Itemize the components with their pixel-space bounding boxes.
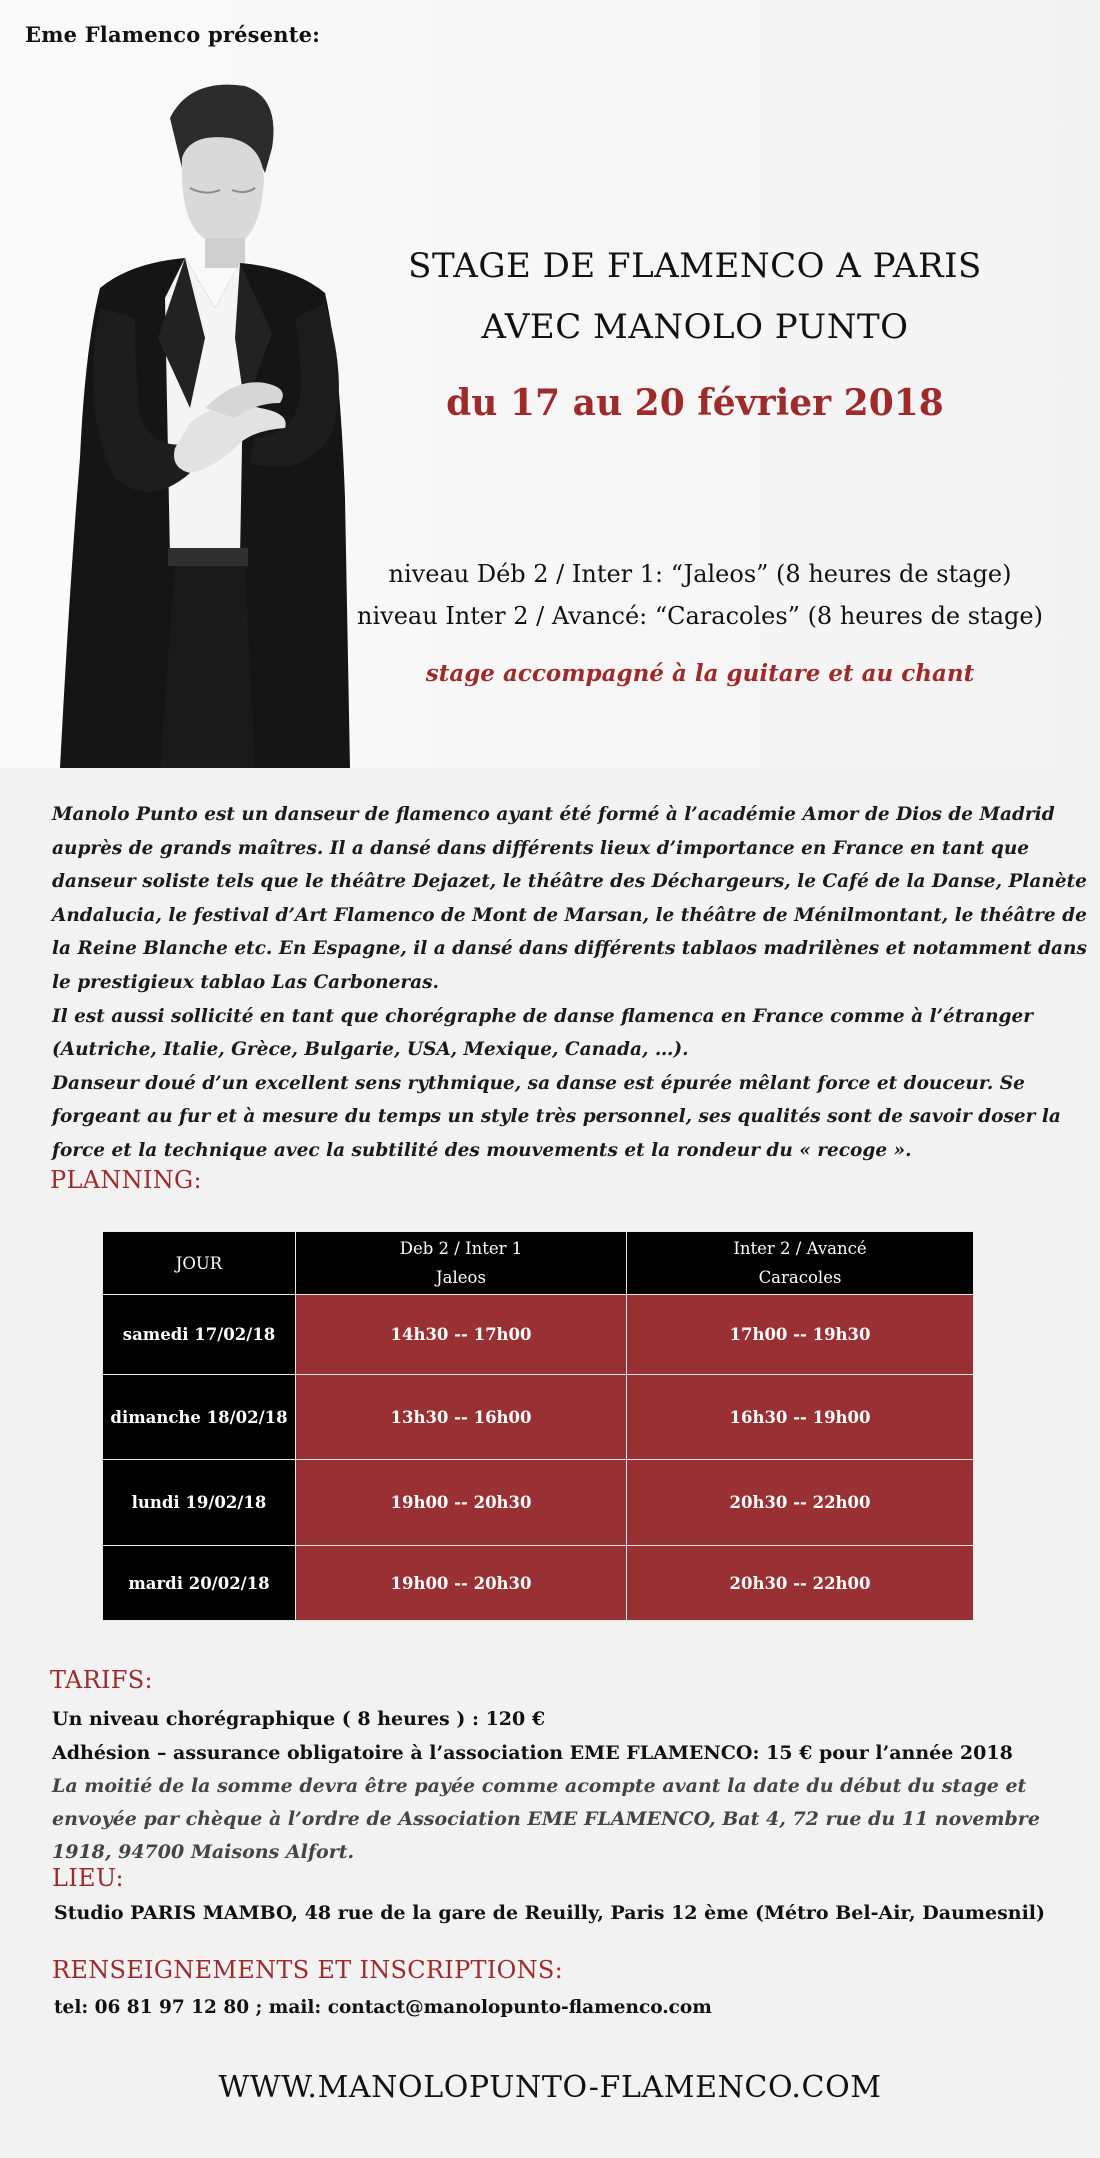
table-row [103, 1295, 974, 1375]
day-cell: samedi 17/02/18 [103, 1295, 296, 1375]
table-header-row [103, 1232, 974, 1295]
header-col1-level: Deb 2 / Inter 1 [399, 1239, 523, 1258]
website-link[interactable]: WWW.MANOLOPUNTO-FLAMENCO.COM [218, 2070, 882, 2105]
slot-cell: 20h30 -- 22h00 [627, 1546, 974, 1621]
day-cell: lundi 19/02/18 [103, 1460, 296, 1546]
bio-paragraph-1: Manolo Punto est un danseur de flamenco ayant été formé à l’académie Amor de Dios de Madrid auprès de grands maîtres. Il a dansé dans différents lieux d’importance en France en tant que danseur soliste tels que le théâtre Dejazet, le théâtre des Déchargeurs, le Café de la Danse, Planète Andalucia, le festival d’Art Flamenco de Mont de Marsan, le théâtre de Ménilmontant, le théâtre de la Reine Blanche etc. En Espagne, il a dansé dans différents tablaos madrilènes et notamment dans le prestigieux tablao Las Carboneras. [52, 804, 1087, 993]
tarif-note: La moitié de la somme devra être payée comme acompte avant la date du début du stage et envoyée par chèque à l’ordre de Association EME FLAMENCO, Bat 4, 72 rue du 11 novembre 1918, 94700 Maisons Alfort. [52, 1775, 1040, 1863]
header-col2 [627, 1232, 974, 1295]
table-row [103, 1460, 974, 1546]
header-col1 [296, 1232, 627, 1295]
lieu-heading: LIEU: [52, 1864, 124, 1892]
day-cell: dimanche 18/02/18 [103, 1375, 296, 1460]
slot-cell: 19h00 -- 20h30 [296, 1460, 627, 1546]
header-day [103, 1232, 296, 1295]
tarif-line-1: Un niveau chorégraphique ( 8 heures ) : 120 € [52, 1708, 546, 1730]
event-dates: du 17 au 20 février 2018 [446, 382, 944, 424]
title-line-2: AVEC MANOLO PUNTO [481, 307, 909, 347]
bio-paragraph-3: Danseur doué d’un excellent sens rythmique, sa danse est épurée mêlant force et douceur. Se forgeant au fur et à mesure du temps un style très personnel, ses qualités sont de savoir doser la force et la technique avec la subtilité des mouvements et la rondeur du « recoge ». [52, 1072, 1061, 1161]
day-cell: mardi 20/02/18 [103, 1546, 296, 1621]
header-col2-level: Inter 2 / Avancé [733, 1239, 867, 1258]
bio-paragraph-2: Il est aussi sollicité en tant que chorégraphe de danse flamenca en France comme à l’étranger (Autriche, Italie, Grèce, Bulgarie, USA, Mexique, Canada, …). [52, 1005, 1033, 1061]
planning-heading: PLANNING: [50, 1166, 202, 1194]
slot-cell: 16h30 -- 19h00 [627, 1375, 974, 1460]
level-2-text: niveau Inter 2 / Avancé: “Caracoles” (8 heures de stage) [357, 602, 1043, 630]
planning-table [102, 1231, 974, 1621]
presenter-text: Eme Flamenco présente: [25, 22, 321, 47]
table-row [103, 1546, 974, 1621]
level-1-text: niveau Déb 2 / Inter 1: “Jaleos” (8 heures de stage) [388, 560, 1012, 588]
slot-cell: 14h30 -- 17h00 [296, 1295, 627, 1375]
header-col1-style: Jaleos [436, 1268, 486, 1287]
dancer-photo [40, 78, 380, 768]
slot-cell: 13h30 -- 16h00 [296, 1375, 627, 1460]
header-day-label: JOUR [175, 1253, 223, 1273]
contact-info: tel: 06 81 97 12 80 ; mail: contact@manolopunto-flamenco.com [54, 1997, 712, 2018]
title-line-1: STAGE DE FLAMENCO A PARIS [408, 246, 982, 286]
bio-text [52, 798, 1092, 1168]
accompaniment-text: stage accompagné à la guitare et au chant [425, 660, 975, 687]
table-row [103, 1375, 974, 1460]
venue-address: Studio PARIS MAMBO, 48 rue de la gare de Reuilly, Paris 12 ème (Métro Bel-Air, Daumesnil) [54, 1902, 1046, 1924]
slot-cell: 19h00 -- 20h30 [296, 1546, 627, 1621]
tarifs-heading: TARIFS: [50, 1666, 153, 1694]
tarif-line-2: Adhésion – assurance obligatoire à l’association EME FLAMENCO: 15 € pour l’année 2018 [52, 1742, 1013, 1764]
header-col2-style: Caracoles [758, 1268, 842, 1287]
renseignements-heading: RENSEIGNEMENTS ET INSCRIPTIONS: [52, 1956, 564, 1984]
slot-cell: 20h30 -- 22h00 [627, 1460, 974, 1546]
slot-cell: 17h00 -- 19h30 [627, 1295, 974, 1375]
